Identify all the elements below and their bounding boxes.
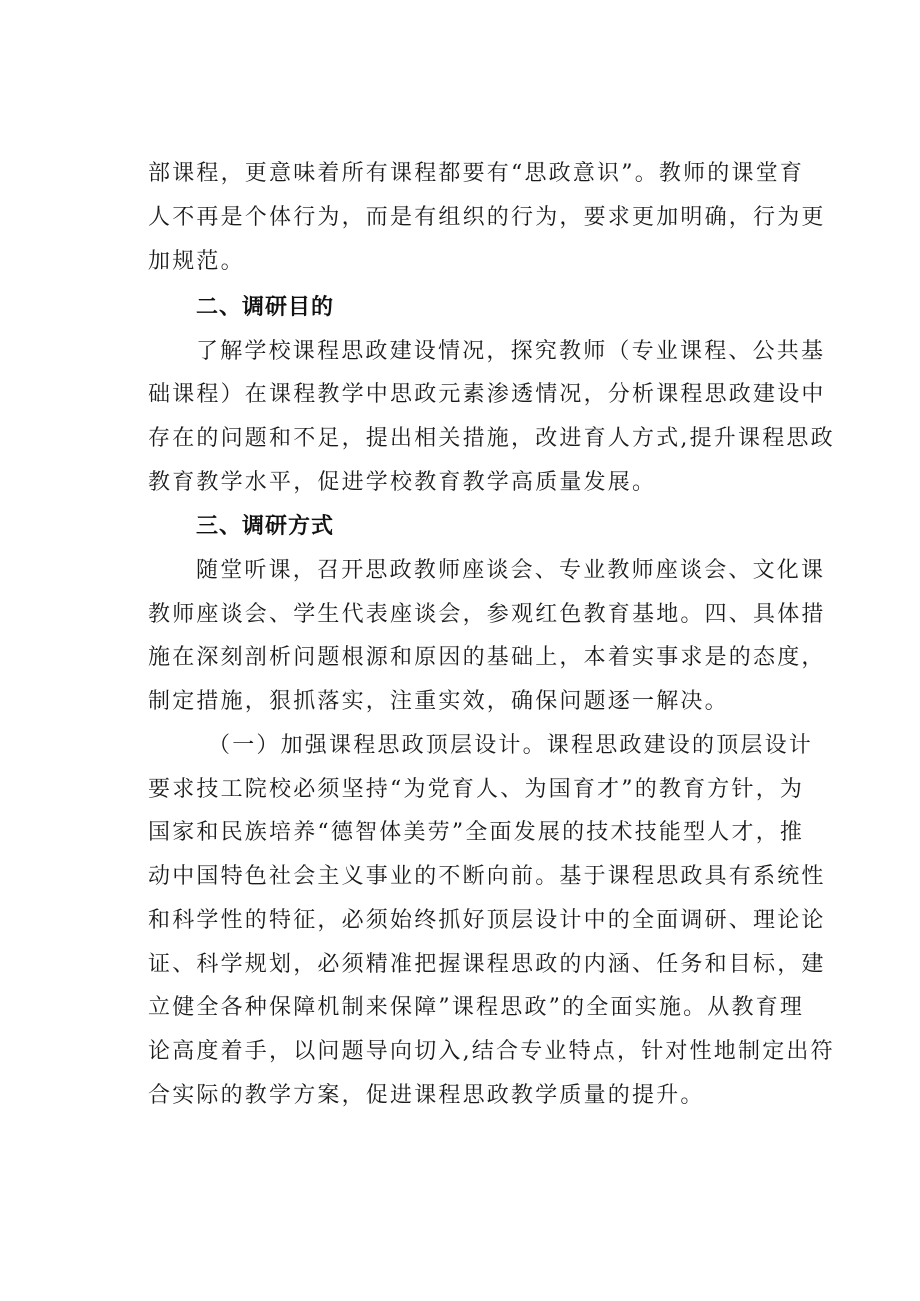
paragraph-2-line-3: 存在的问题和不足，提出相关措施，改进育人方式,提升课程思政 xyxy=(148,426,835,451)
paragraph-3-line-2: 教师座谈会、学生代表座谈会，参观红色教育基地。四、具体措 xyxy=(148,602,826,627)
paragraph-1-line-2: 人不再是个体行为，而是有组织的行为，要求更加明确，行为更 xyxy=(148,205,826,230)
section-heading-research-purpose: 二、调研目的 xyxy=(196,295,335,320)
paragraph-3-line-4: 制定措施，狠抓落实，注重实效，确保问题逐一解决。 xyxy=(148,689,729,714)
paragraph-4-line-5: 和科学性的特征，必须始终抓好顶层设计中的全面调研、理论论 xyxy=(148,908,826,933)
paragraph-4-line-2: 要求技工院校必须坚持“为党育人、为国育才”的教育方针，为 xyxy=(148,777,805,802)
paragraph-1-line-3: 加规范。 xyxy=(148,249,245,274)
paragraph-4-line-4: 动中国特色社会主义事业的不断向前。基于课程思政具有系统性 xyxy=(148,864,826,889)
paragraph-3-line-3: 施在深刻剖析问题根源和原因的基础上，本着实事求是的态度， xyxy=(148,645,826,670)
paragraph-4-line-9: 合实际的教学方案，促进课程思政教学质量的提升。 xyxy=(148,1083,705,1108)
paragraph-3-line-1: 随堂听课，召开思政教师座谈会、专业教师座谈会、文化课 xyxy=(196,558,826,583)
paragraph-2-line-2: 础课程）在课程教学中思政元素渗透情况，分析课程思政建设中 xyxy=(148,382,826,407)
paragraph-4-line-6: 证、科学规划，必须精准把握课程思政的内涵、任务和目标，建 xyxy=(148,952,826,977)
paragraph-2-line-4: 教育教学水平，促进学校教育教学高质量发展。 xyxy=(148,470,657,495)
paragraph-4-line-8: 论高度着手，以问题导向切入,结合专业特点，针对性地制定出符 xyxy=(148,1039,835,1064)
paragraph-4-line-1: （一）加强课程思政顶层设计。课程思政建设的顶层设计 xyxy=(208,733,814,758)
paragraph-1-line-1: 部课程，更意味着所有课程都要有“思政意识”。教师的课堂育 xyxy=(148,161,805,186)
paragraph-2-line-1: 了解学校课程思政建设情况，探究教师（专业课程、公共基 xyxy=(196,339,826,364)
paragraph-4-line-7: 立健全各种保障机制来保障”课程思政”的全面实施。从教育理 xyxy=(148,995,805,1020)
paragraph-4-line-3: 国家和民族培养“德智体美劳”全面发展的技术技能型人才，推 xyxy=(148,820,805,845)
section-heading-research-method: 三、调研方式 xyxy=(196,514,335,539)
